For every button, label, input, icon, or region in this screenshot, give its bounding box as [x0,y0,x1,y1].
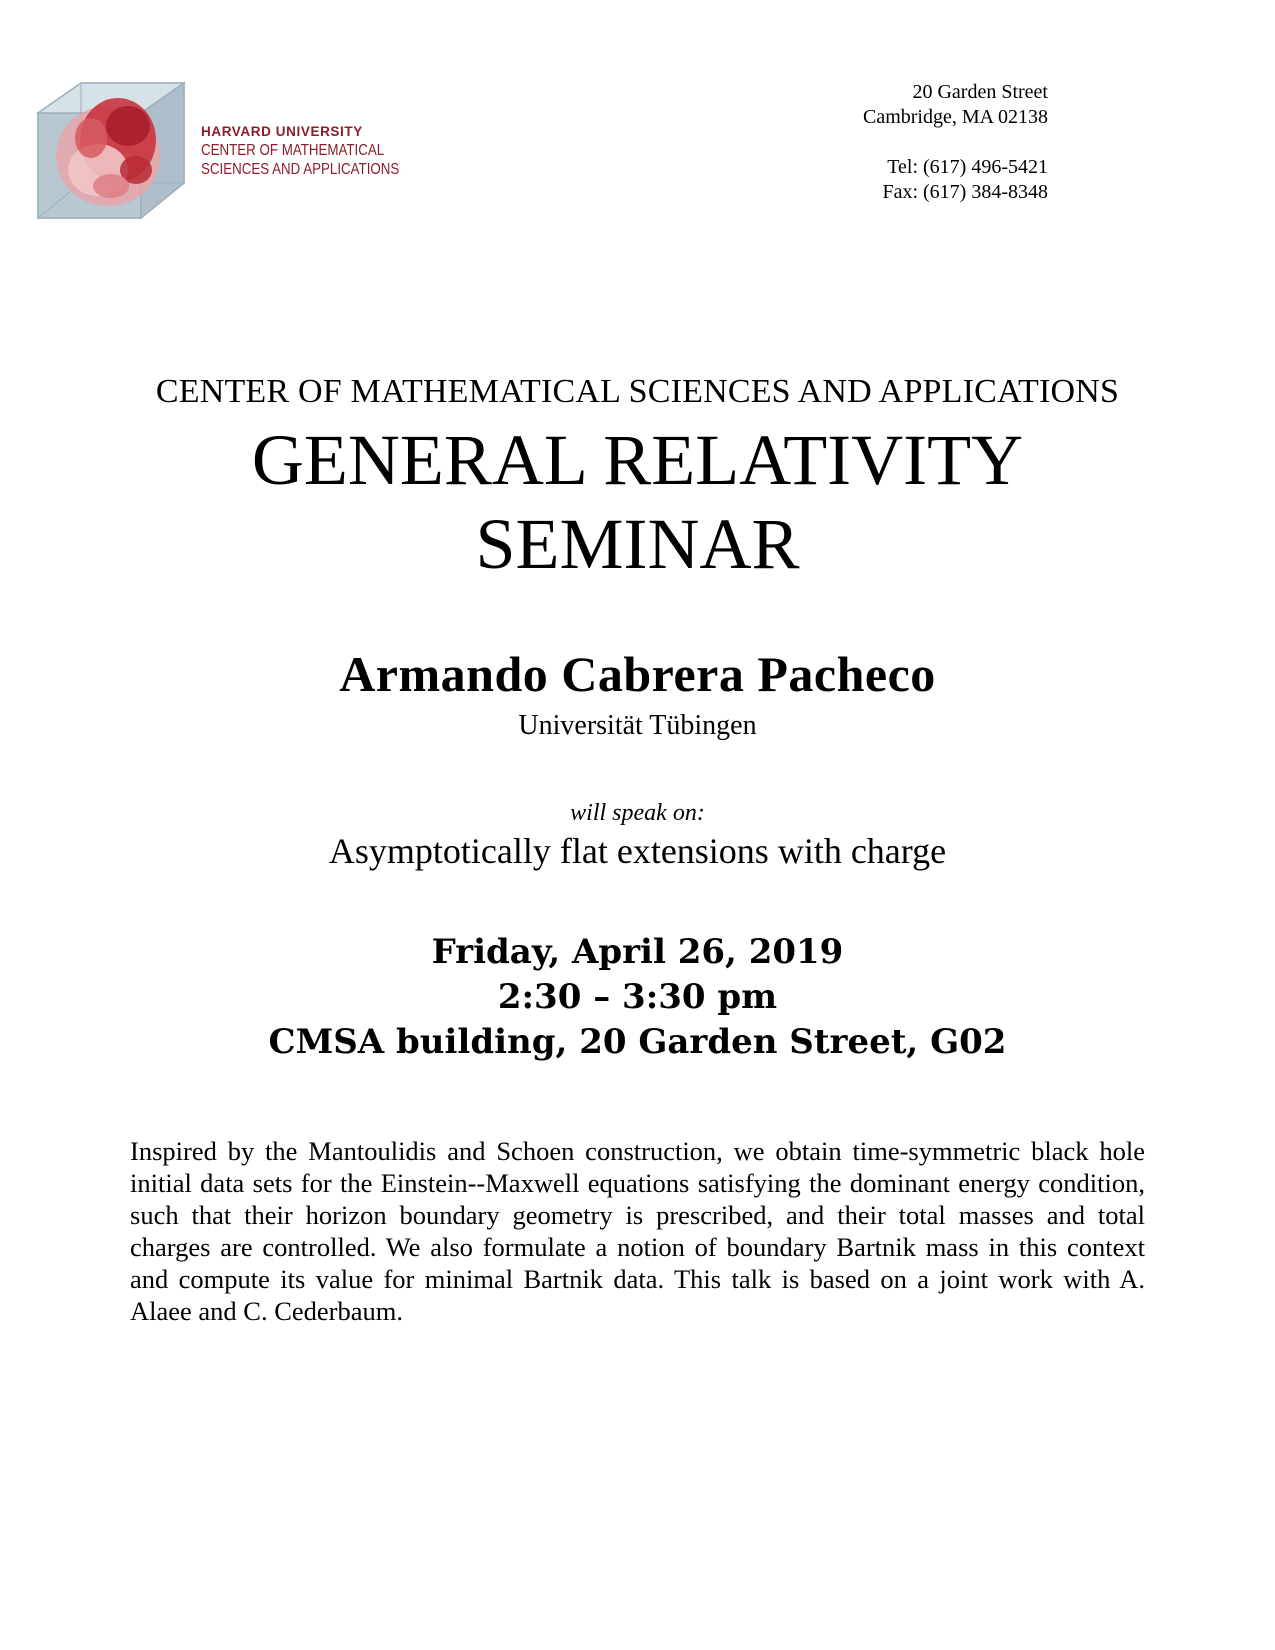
address-tel: Tel: (617) 496-5421 [887,156,1048,178]
cmsa-logo [36,78,400,223]
address-street: 20 Garden Street [912,81,1048,103]
seminar-title-line2: SEMINAR [475,504,800,584]
seminar-title [0,418,1275,586]
cube-logo-icon [36,78,186,223]
speak-on-label: will speak on: [570,800,705,826]
logo-university: HARVARD UNIVERSITY [201,124,363,139]
contact-address [863,80,1048,205]
speaker-name: Armando Cabrera Pacheco [339,646,936,702]
center-name: CENTER OF MATHEMATICAL SCIENCES AND APPLICATIONS [155,373,1120,410]
seminar-title-line1: GENERAL RELATIVITY [251,420,1024,500]
talk-title: Asymptotically flat extensions with charge [328,831,947,871]
event-time: 2:30 – 3:30 pm [497,977,778,1017]
address-city: Cambridge, MA 02138 [863,106,1048,128]
event-location: CMSA building, 20 Garden Street, G02 [268,1022,1007,1062]
speaker-affiliation: Universität Tübingen [518,710,757,741]
address-gap [863,130,1048,155]
event-date: Friday, April 26, 2019 [431,932,844,972]
logo-wordmark [201,122,432,179]
talk-abstract: Inspired by the Mantoulidis and Schoen construction, we obtain time-symmetric black hole initial data sets for the Einstein--Maxwell equations satisfying the dominant energy condition, such that their horizon boundary geometry is prescribed, and their total masses and total charges are controlled. We also formulate a notion of boundary Bartnik mass in this context and compute its value for minimal Bartnik data. This talk is based on a joint work with A. Alaee and C. Cederbaum. [130,1136,1145,1326]
event-details [0,930,1275,1065]
address-fax: Fax: (617) 384-8348 [882,181,1048,203]
logo-center-line2: SCIENCES AND APPLICATIONS [201,161,400,178]
logo-center-line1: CENTER OF MATHEMATICAL [201,142,385,159]
